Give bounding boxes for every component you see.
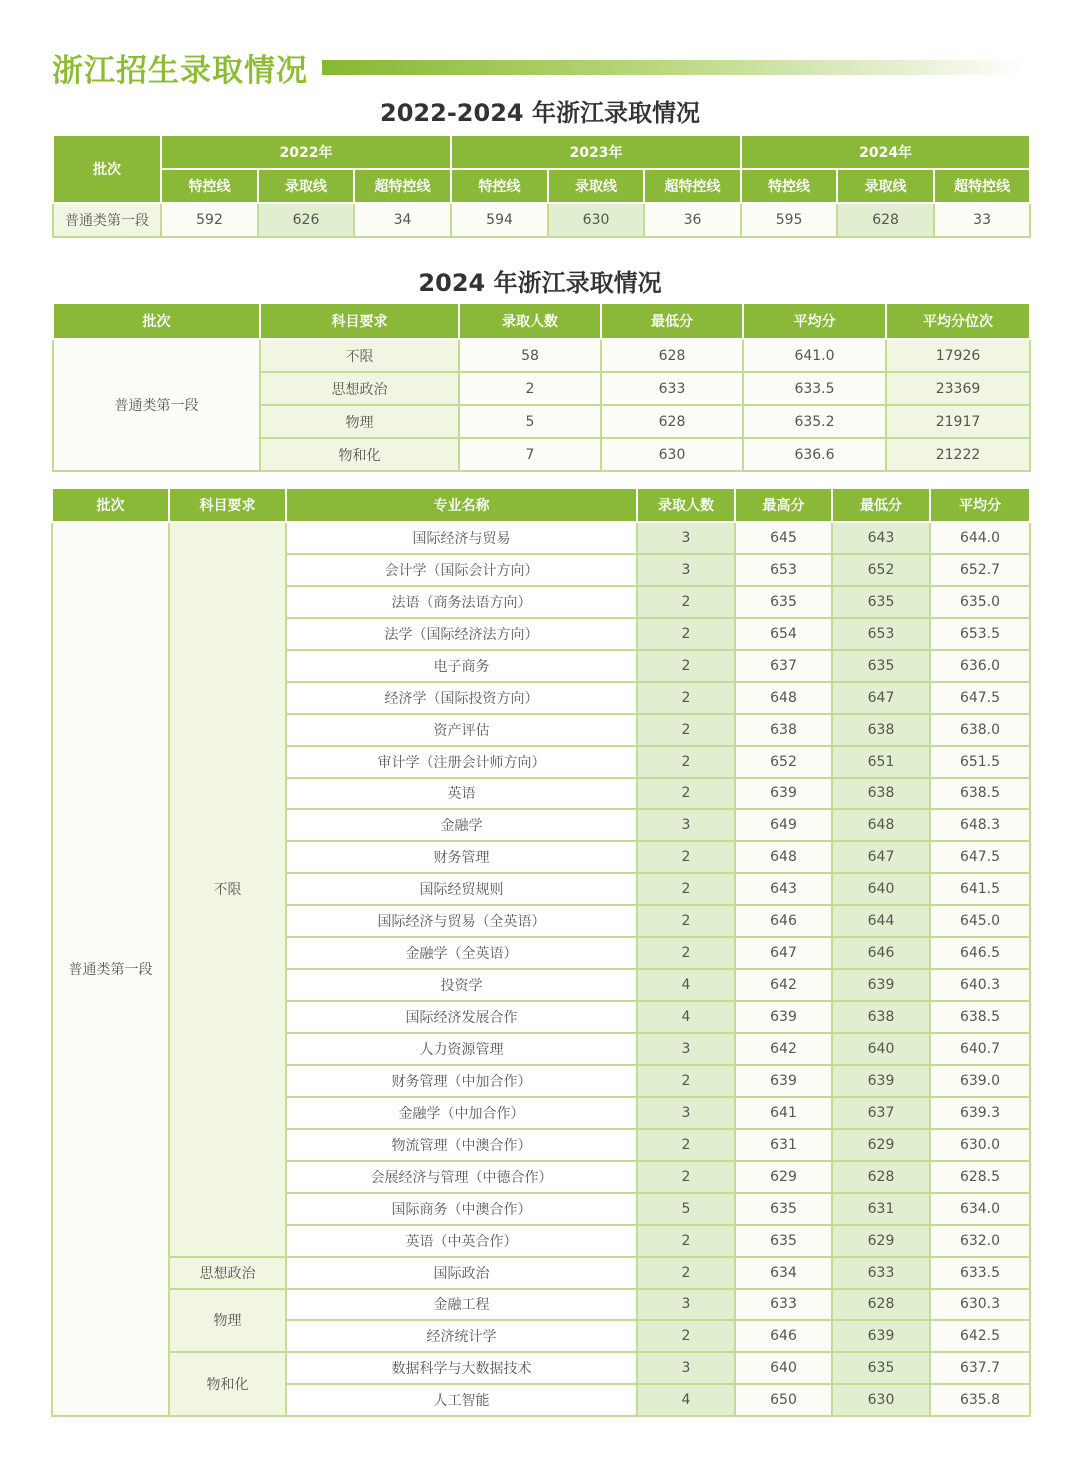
value-cell: 33 bbox=[934, 203, 1030, 237]
table-row bbox=[52, 522, 1030, 554]
avg-cell: 648.3 bbox=[930, 809, 1030, 841]
major-cell: 会展经济与管理（中德合作） bbox=[286, 1161, 637, 1193]
year-header: 2024年 bbox=[741, 135, 1030, 169]
major-cell: 法学（国际经济法方向） bbox=[286, 618, 637, 650]
count-cell: 2 bbox=[637, 1225, 735, 1257]
batch-cell: 普通类第一段 bbox=[53, 203, 161, 237]
count-cell: 2 bbox=[637, 1320, 735, 1352]
major-cell: 物流管理（中澳合作） bbox=[286, 1129, 637, 1161]
count-cell: 3 bbox=[637, 809, 735, 841]
avg-cell: 636.6 bbox=[743, 438, 886, 471]
max-cell: 645 bbox=[735, 522, 832, 554]
year-header: 2023年 bbox=[451, 135, 741, 169]
avg-cell: 628.5 bbox=[930, 1161, 1030, 1193]
min-cell: 628 bbox=[832, 1161, 930, 1193]
count-cell: 2 bbox=[637, 905, 735, 937]
column-header: 科目要求 bbox=[260, 303, 459, 339]
avg-cell: 641.0 bbox=[743, 339, 886, 372]
min-cell: 653 bbox=[832, 618, 930, 650]
avg-cell: 638.0 bbox=[930, 714, 1030, 746]
sub-header: 特控线 bbox=[451, 169, 548, 203]
subject-group-cell: 物理 bbox=[169, 1289, 286, 1353]
table-row bbox=[52, 1352, 1030, 1384]
count-cell: 2 bbox=[637, 586, 735, 618]
count-cell: 2 bbox=[637, 937, 735, 969]
count-cell: 3 bbox=[637, 1033, 735, 1065]
major-cell: 英语 bbox=[286, 778, 637, 810]
batch-cell: 普通类第一段 bbox=[52, 522, 169, 1416]
count-cell: 3 bbox=[637, 554, 735, 586]
column-header: 专业名称 bbox=[286, 488, 637, 522]
count-cell: 3 bbox=[637, 1097, 735, 1129]
column-header: 最低分 bbox=[601, 303, 743, 339]
count-cell: 2 bbox=[637, 841, 735, 873]
avg-cell: 635.8 bbox=[930, 1384, 1030, 1416]
max-cell: 639 bbox=[735, 1001, 832, 1033]
sub-header: 录取线 bbox=[548, 169, 644, 203]
max-cell: 648 bbox=[735, 682, 832, 714]
major-cell: 会计学（国际会计方向） bbox=[286, 554, 637, 586]
major-cell: 金融工程 bbox=[286, 1289, 637, 1321]
major-scores-table bbox=[51, 487, 1031, 1417]
avg-cell: 638.5 bbox=[930, 778, 1030, 810]
column-header: 最高分 bbox=[735, 488, 832, 522]
min-cell: 633 bbox=[832, 1257, 930, 1289]
max-cell: 654 bbox=[735, 618, 832, 650]
sub-header: 录取线 bbox=[258, 169, 354, 203]
avg-cell: 632.0 bbox=[930, 1225, 1030, 1257]
avg-cell: 633.5 bbox=[743, 372, 886, 405]
min-cell: 639 bbox=[832, 1065, 930, 1097]
min-cell: 628 bbox=[601, 339, 743, 372]
min-cell: 630 bbox=[832, 1384, 930, 1416]
avg-cell: 640.7 bbox=[930, 1033, 1030, 1065]
count-cell: 4 bbox=[637, 1001, 735, 1033]
value-cell: 595 bbox=[741, 203, 837, 237]
page-title: 浙江招生录取情况 bbox=[52, 52, 308, 89]
major-cell: 审计学（注册会计师方向） bbox=[286, 746, 637, 778]
subject-group-cell: 物和化 bbox=[169, 1352, 286, 1416]
table-row bbox=[52, 1257, 1030, 1289]
major-cell: 电子商务 bbox=[286, 650, 637, 682]
batch-cell: 普通类第一段 bbox=[53, 339, 260, 471]
avg-cell: 647.5 bbox=[930, 682, 1030, 714]
major-cell: 国际政治 bbox=[286, 1257, 637, 1289]
count-cell: 2 bbox=[637, 1257, 735, 1289]
min-cell: 628 bbox=[832, 1289, 930, 1321]
count-cell: 2 bbox=[637, 714, 735, 746]
min-cell: 630 bbox=[601, 438, 743, 471]
max-cell: 634 bbox=[735, 1257, 832, 1289]
count-cell: 4 bbox=[637, 969, 735, 1001]
sub-header: 超特控线 bbox=[934, 169, 1030, 203]
count-cell: 2 bbox=[637, 778, 735, 810]
value-cell: 630 bbox=[548, 203, 644, 237]
major-cell: 国际商务（中澳合作） bbox=[286, 1193, 637, 1225]
count-cell: 5 bbox=[637, 1193, 735, 1225]
max-cell: 646 bbox=[735, 1320, 832, 1352]
min-cell: 647 bbox=[832, 682, 930, 714]
min-cell: 646 bbox=[832, 937, 930, 969]
value-cell: 628 bbox=[837, 203, 934, 237]
subject-group-cell: 不限 bbox=[169, 522, 286, 1257]
major-cell: 经济统计学 bbox=[286, 1320, 637, 1352]
min-cell: 638 bbox=[832, 714, 930, 746]
value-cell: 592 bbox=[161, 203, 258, 237]
avg-cell: 639.0 bbox=[930, 1065, 1030, 1097]
count-cell: 58 bbox=[459, 339, 601, 372]
max-cell: 646 bbox=[735, 905, 832, 937]
min-cell: 628 bbox=[601, 405, 743, 438]
major-cell: 财务管理 bbox=[286, 841, 637, 873]
sub-header: 录取线 bbox=[837, 169, 934, 203]
major-cell: 经济学（国际投资方向） bbox=[286, 682, 637, 714]
value-cell: 34 bbox=[354, 203, 451, 237]
column-header: 录取人数 bbox=[459, 303, 601, 339]
sub-header: 超特控线 bbox=[354, 169, 451, 203]
section1-title: 2022-2024 年浙江录取情况 bbox=[380, 99, 700, 127]
sub-header: 特控线 bbox=[161, 169, 258, 203]
max-cell: 653 bbox=[735, 554, 832, 586]
max-cell: 643 bbox=[735, 873, 832, 905]
max-cell: 652 bbox=[735, 746, 832, 778]
count-cell: 2 bbox=[637, 1129, 735, 1161]
avg-cell: 641.5 bbox=[930, 873, 1030, 905]
max-cell: 637 bbox=[735, 650, 832, 682]
max-cell: 638 bbox=[735, 714, 832, 746]
table-row bbox=[53, 339, 1030, 372]
avg-cell: 645.0 bbox=[930, 905, 1030, 937]
count-cell: 2 bbox=[637, 1161, 735, 1193]
avg-cell: 634.0 bbox=[930, 1193, 1030, 1225]
rank-cell: 21222 bbox=[886, 438, 1030, 471]
value-cell: 594 bbox=[451, 203, 548, 237]
value-cell: 626 bbox=[258, 203, 354, 237]
batch-header: 批次 bbox=[53, 135, 161, 203]
table-row bbox=[53, 203, 1030, 237]
subject-group-cell: 思想政治 bbox=[169, 1257, 286, 1289]
min-cell: 639 bbox=[832, 1320, 930, 1352]
major-cell: 国际经贸规则 bbox=[286, 873, 637, 905]
count-cell: 2 bbox=[637, 682, 735, 714]
min-cell: 629 bbox=[832, 1225, 930, 1257]
major-cell: 国际经济与贸易 bbox=[286, 522, 637, 554]
column-header: 科目要求 bbox=[169, 488, 286, 522]
column-header: 批次 bbox=[52, 488, 169, 522]
max-cell: 635 bbox=[735, 1225, 832, 1257]
avg-cell: 637.7 bbox=[930, 1352, 1030, 1384]
avg-cell: 640.3 bbox=[930, 969, 1030, 1001]
max-cell: 635 bbox=[735, 1193, 832, 1225]
max-cell: 629 bbox=[735, 1161, 832, 1193]
count-cell: 3 bbox=[637, 522, 735, 554]
avg-cell: 636.0 bbox=[930, 650, 1030, 682]
major-cell: 金融学 bbox=[286, 809, 637, 841]
avg-cell: 642.5 bbox=[930, 1320, 1030, 1352]
major-cell: 人工智能 bbox=[286, 1384, 637, 1416]
count-cell: 2 bbox=[637, 1065, 735, 1097]
max-cell: 633 bbox=[735, 1289, 832, 1321]
major-cell: 英语（中英合作） bbox=[286, 1225, 637, 1257]
count-cell: 2 bbox=[637, 618, 735, 650]
column-header: 平均分 bbox=[930, 488, 1030, 522]
column-header: 最低分 bbox=[832, 488, 930, 522]
major-cell: 数据科学与大数据技术 bbox=[286, 1352, 637, 1384]
max-cell: 640 bbox=[735, 1352, 832, 1384]
section2-title: 2024 年浙江录取情况 bbox=[418, 269, 662, 297]
avg-cell: 652.7 bbox=[930, 554, 1030, 586]
min-cell: 652 bbox=[832, 554, 930, 586]
major-cell: 国际经济发展合作 bbox=[286, 1001, 637, 1033]
max-cell: 647 bbox=[735, 937, 832, 969]
count-cell: 5 bbox=[459, 405, 601, 438]
major-cell: 金融学（中加合作） bbox=[286, 1097, 637, 1129]
min-cell: 643 bbox=[832, 522, 930, 554]
rank-cell: 21917 bbox=[886, 405, 1030, 438]
subject-cell: 物理 bbox=[260, 405, 459, 438]
min-cell: 633 bbox=[601, 372, 743, 405]
avg-cell: 633.5 bbox=[930, 1257, 1030, 1289]
min-cell: 651 bbox=[832, 746, 930, 778]
count-cell: 3 bbox=[637, 1352, 735, 1384]
min-cell: 647 bbox=[832, 841, 930, 873]
max-cell: 641 bbox=[735, 1097, 832, 1129]
avg-cell: 630.0 bbox=[930, 1129, 1030, 1161]
admission-lines-table bbox=[52, 134, 1031, 238]
max-cell: 642 bbox=[735, 969, 832, 1001]
min-cell: 635 bbox=[832, 586, 930, 618]
count-cell: 4 bbox=[637, 1384, 735, 1416]
rank-cell: 17926 bbox=[886, 339, 1030, 372]
major-cell: 财务管理（中加合作） bbox=[286, 1065, 637, 1097]
min-cell: 637 bbox=[832, 1097, 930, 1129]
avg-cell: 638.5 bbox=[930, 1001, 1030, 1033]
column-header: 平均分 bbox=[743, 303, 886, 339]
major-cell: 资产评估 bbox=[286, 714, 637, 746]
subject-cell: 思想政治 bbox=[260, 372, 459, 405]
avg-cell: 635.0 bbox=[930, 586, 1030, 618]
major-cell: 金融学（全英语） bbox=[286, 937, 637, 969]
subject-cell: 不限 bbox=[260, 339, 459, 372]
max-cell: 639 bbox=[735, 1065, 832, 1097]
page-header bbox=[52, 44, 1028, 90]
column-header: 平均分位次 bbox=[886, 303, 1030, 339]
max-cell: 642 bbox=[735, 1033, 832, 1065]
min-cell: 648 bbox=[832, 809, 930, 841]
avg-cell: 647.5 bbox=[930, 841, 1030, 873]
max-cell: 635 bbox=[735, 586, 832, 618]
rank-cell: 23369 bbox=[886, 372, 1030, 405]
column-header: 批次 bbox=[53, 303, 260, 339]
count-cell: 3 bbox=[637, 1289, 735, 1321]
count-cell: 2 bbox=[637, 650, 735, 682]
count-cell: 7 bbox=[459, 438, 601, 471]
max-cell: 631 bbox=[735, 1129, 832, 1161]
min-cell: 644 bbox=[832, 905, 930, 937]
max-cell: 649 bbox=[735, 809, 832, 841]
max-cell: 650 bbox=[735, 1384, 832, 1416]
avg-cell: 635.2 bbox=[743, 405, 886, 438]
year-header: 2022年 bbox=[161, 135, 451, 169]
avg-cell: 653.5 bbox=[930, 618, 1030, 650]
major-cell: 国际经济与贸易（全英语） bbox=[286, 905, 637, 937]
value-cell: 36 bbox=[644, 203, 741, 237]
min-cell: 635 bbox=[832, 650, 930, 682]
min-cell: 640 bbox=[832, 1033, 930, 1065]
avg-cell: 646.5 bbox=[930, 937, 1030, 969]
count-cell: 2 bbox=[637, 873, 735, 905]
sub-header: 特控线 bbox=[741, 169, 837, 203]
avg-cell: 639.3 bbox=[930, 1097, 1030, 1129]
avg-cell: 651.5 bbox=[930, 746, 1030, 778]
max-cell: 648 bbox=[735, 841, 832, 873]
min-cell: 635 bbox=[832, 1352, 930, 1384]
sub-header: 超特控线 bbox=[644, 169, 741, 203]
column-header: 录取人数 bbox=[637, 488, 735, 522]
avg-cell: 644.0 bbox=[930, 522, 1030, 554]
subject-cell: 物和化 bbox=[260, 438, 459, 471]
header-decoration-bar bbox=[322, 60, 1028, 75]
max-cell: 639 bbox=[735, 778, 832, 810]
min-cell: 640 bbox=[832, 873, 930, 905]
min-cell: 631 bbox=[832, 1193, 930, 1225]
table-row bbox=[52, 1289, 1030, 1321]
major-cell: 法语（商务法语方向） bbox=[286, 586, 637, 618]
count-cell: 2 bbox=[637, 746, 735, 778]
summary-table-2024 bbox=[52, 302, 1031, 472]
major-cell: 人力资源管理 bbox=[286, 1033, 637, 1065]
major-cell: 投资学 bbox=[286, 969, 637, 1001]
min-cell: 639 bbox=[832, 969, 930, 1001]
avg-cell: 630.3 bbox=[930, 1289, 1030, 1321]
min-cell: 638 bbox=[832, 1001, 930, 1033]
count-cell: 2 bbox=[459, 372, 601, 405]
min-cell: 629 bbox=[832, 1129, 930, 1161]
min-cell: 638 bbox=[832, 778, 930, 810]
